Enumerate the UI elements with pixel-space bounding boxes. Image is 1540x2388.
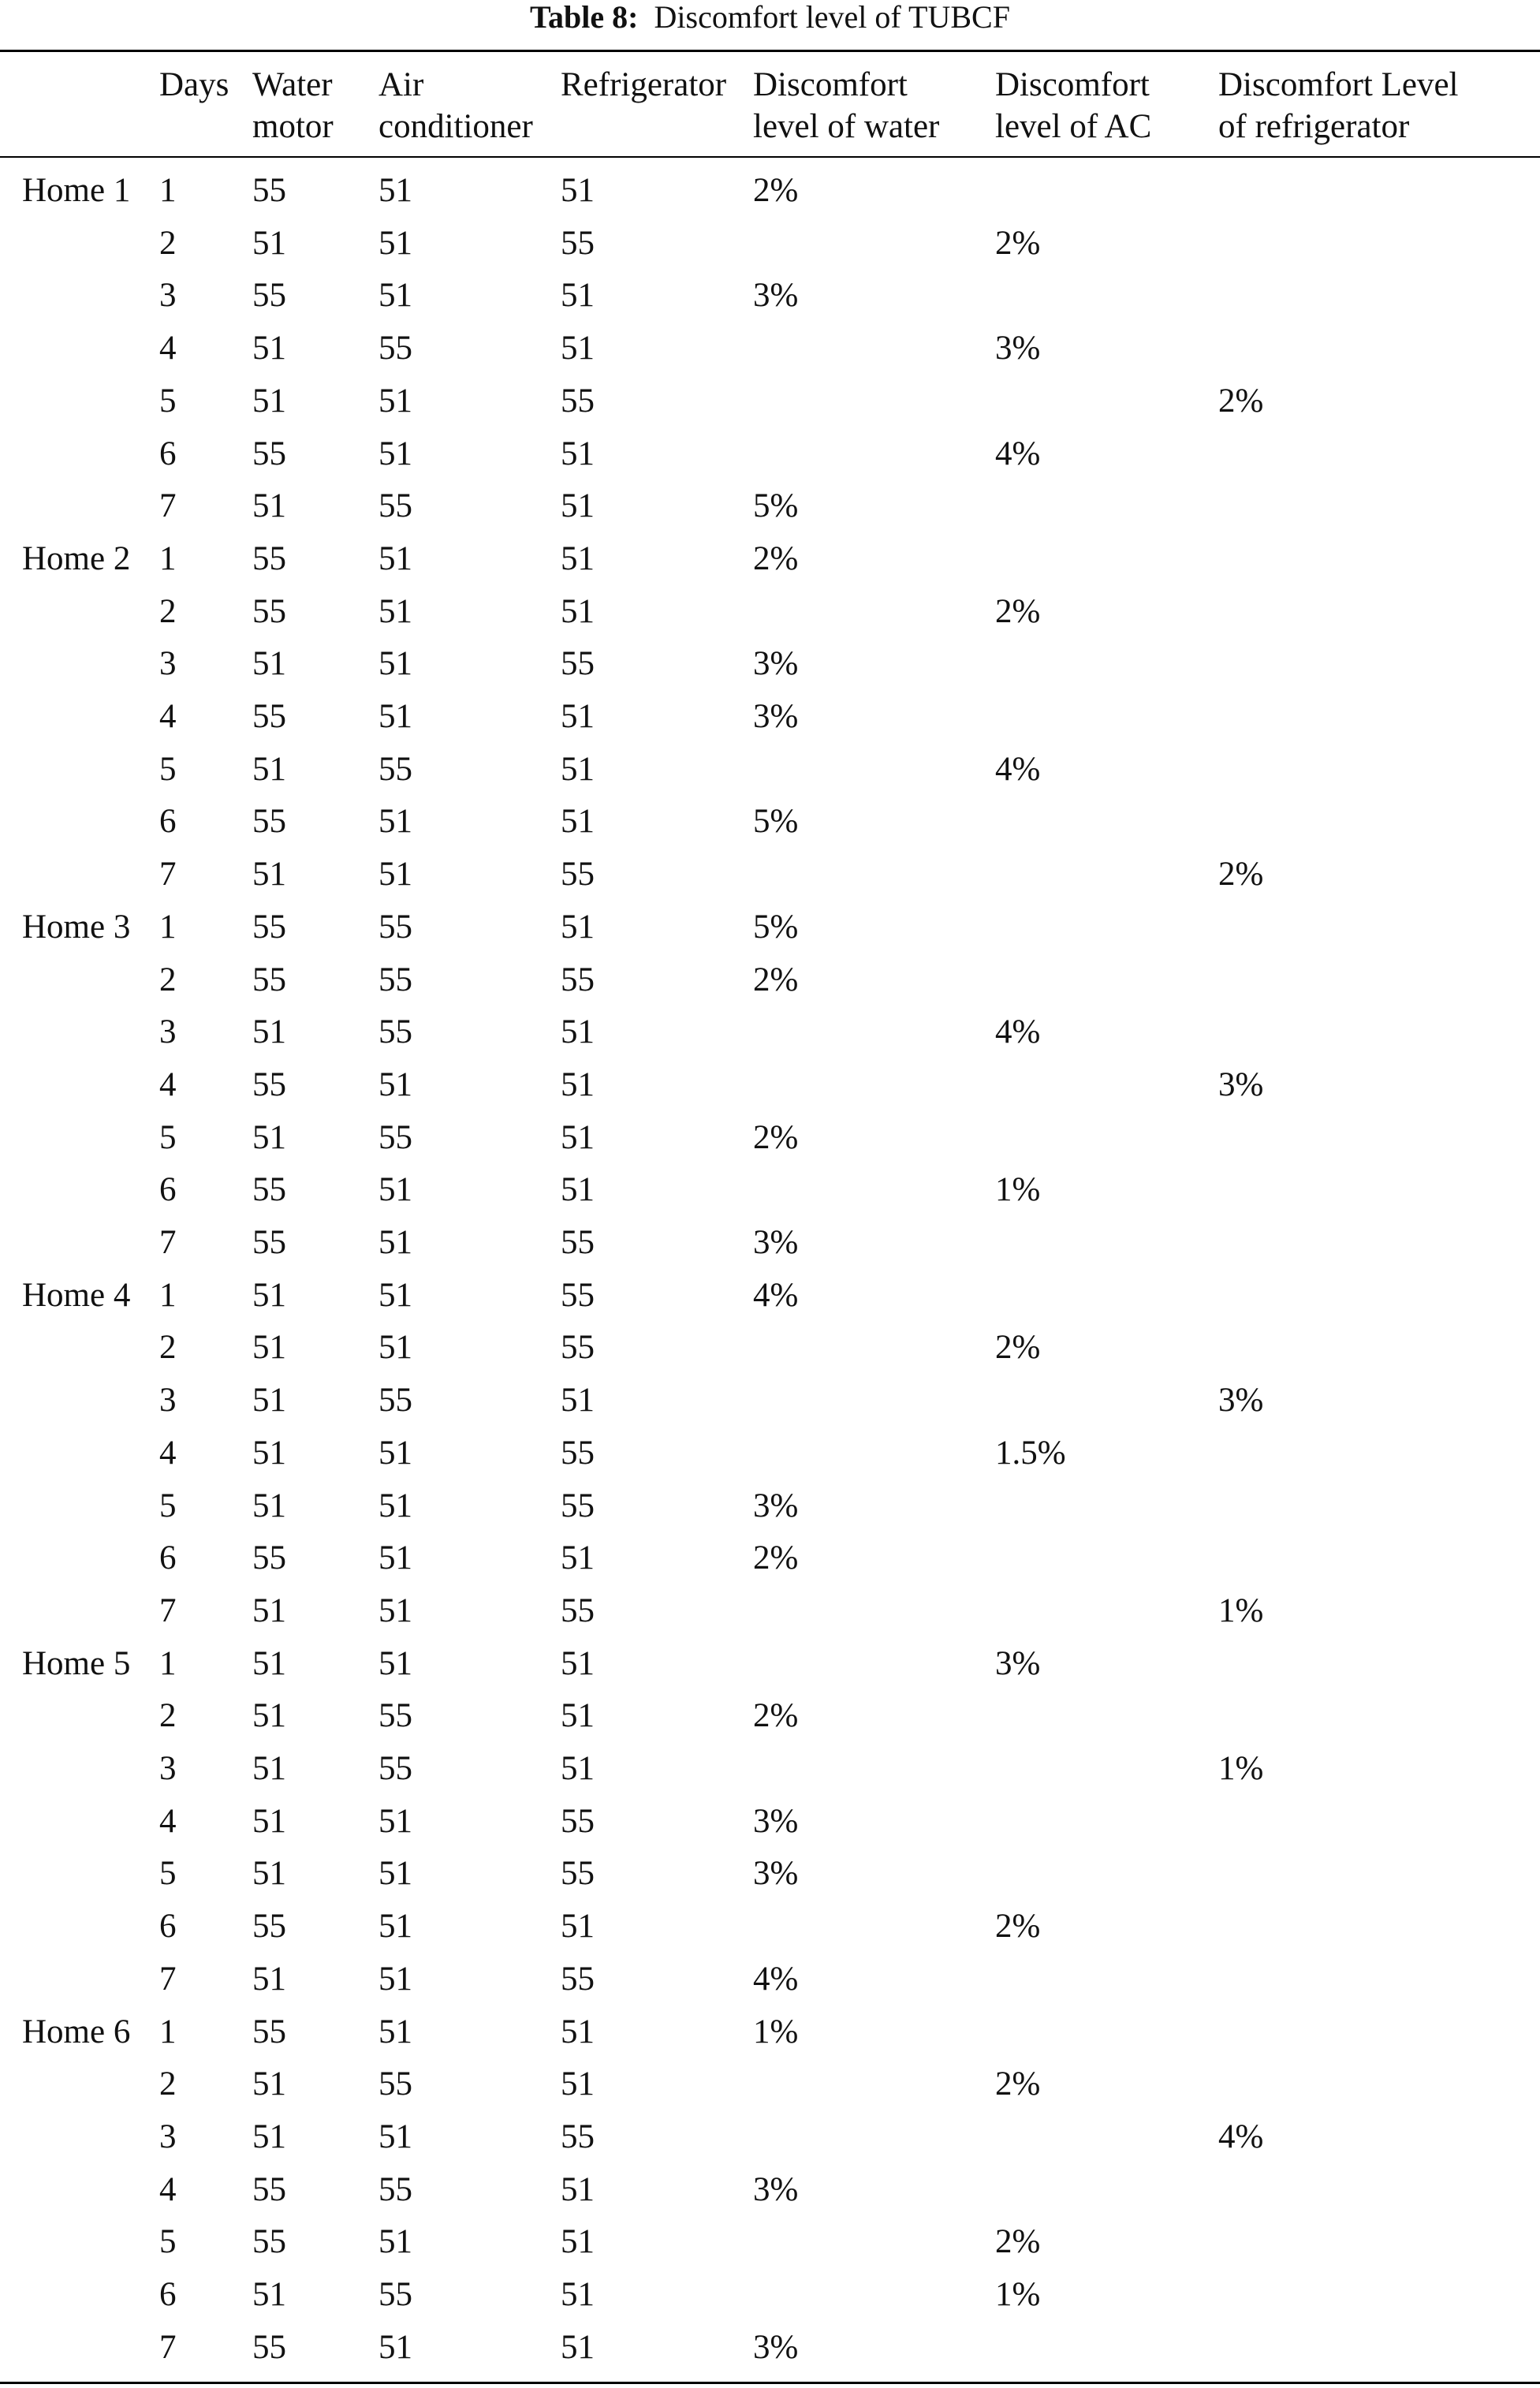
water-motor-cell: 51 bbox=[252, 1645, 286, 1682]
air-conditioner-cell: 51 bbox=[378, 1803, 412, 1840]
air-conditioner-cell: 51 bbox=[378, 1961, 412, 1998]
refrigerator-cell: 55 bbox=[561, 856, 595, 893]
day-cell: 5 bbox=[159, 751, 177, 788]
day-cell: 5 bbox=[159, 1119, 177, 1156]
air-conditioner-cell: 55 bbox=[378, 1013, 412, 1050]
refrigerator-cell: 51 bbox=[561, 540, 595, 577]
refrigerator-cell: 51 bbox=[561, 803, 595, 840]
water-motor-cell: 51 bbox=[252, 1013, 286, 1050]
day-cell: 7 bbox=[159, 856, 177, 893]
discomfort-water-cell: 2% bbox=[753, 961, 799, 998]
air-conditioner-cell: 51 bbox=[378, 856, 412, 893]
day-cell: 3 bbox=[159, 2118, 177, 2155]
air-conditioner-cell: 51 bbox=[378, 1277, 412, 1314]
day-cell: 3 bbox=[159, 1750, 177, 1787]
air-conditioner-cell: 55 bbox=[378, 961, 412, 998]
water-motor-cell: 55 bbox=[252, 277, 286, 314]
air-conditioner-cell: 55 bbox=[378, 2065, 412, 2103]
day-cell: 1 bbox=[159, 1645, 177, 1682]
refrigerator-cell: 55 bbox=[561, 1277, 595, 1314]
day-cell: 2 bbox=[159, 225, 177, 262]
day-cell: 1 bbox=[159, 540, 177, 577]
discomfort-refrigerator-cell: 3% bbox=[1218, 1066, 1264, 1103]
water-motor-cell: 51 bbox=[252, 1592, 286, 1629]
air-conditioner-cell: 51 bbox=[378, 1645, 412, 1682]
day-cell: 1 bbox=[159, 2013, 177, 2050]
air-conditioner-cell: 51 bbox=[378, 1908, 412, 1945]
refrigerator-cell: 51 bbox=[561, 909, 595, 946]
water-motor-cell: 51 bbox=[252, 1697, 286, 1734]
discomfort-water-cell: 3% bbox=[753, 645, 799, 682]
header-days: Days bbox=[159, 66, 229, 103]
air-conditioner-cell: 51 bbox=[378, 1329, 412, 1366]
discomfort-ac-cell: 4% bbox=[995, 435, 1041, 472]
water-motor-cell: 51 bbox=[252, 1277, 286, 1314]
refrigerator-cell: 51 bbox=[561, 593, 595, 630]
day-cell: 3 bbox=[159, 1382, 177, 1419]
air-conditioner-cell: 51 bbox=[378, 1066, 412, 1103]
water-motor-cell: 51 bbox=[252, 1803, 286, 1840]
air-conditioner-cell: 51 bbox=[378, 593, 412, 630]
water-motor-cell: 55 bbox=[252, 2329, 286, 2366]
day-cell: 6 bbox=[159, 1171, 177, 1208]
refrigerator-cell: 55 bbox=[561, 1435, 595, 1472]
discomfort-water-cell: 2% bbox=[753, 1697, 799, 1734]
discomfort-ac-cell: 2% bbox=[995, 2223, 1041, 2260]
day-cell: 2 bbox=[159, 2065, 177, 2103]
refrigerator-cell: 51 bbox=[561, 1539, 595, 1576]
discomfort-water-cell: 1% bbox=[753, 2013, 799, 2050]
refrigerator-cell: 51 bbox=[561, 1645, 595, 1682]
refrigerator-cell: 51 bbox=[561, 1013, 595, 1050]
table-caption-label: Table 8: bbox=[530, 0, 639, 35]
day-cell: 5 bbox=[159, 1855, 177, 1892]
discomfort-ac-cell: 3% bbox=[995, 330, 1041, 367]
day-cell: 4 bbox=[159, 698, 177, 735]
discomfort-ac-cell: 1.5% bbox=[995, 1435, 1066, 1472]
water-motor-cell: 51 bbox=[252, 330, 286, 367]
refrigerator-cell: 51 bbox=[561, 172, 595, 209]
water-motor-cell: 55 bbox=[252, 172, 286, 209]
air-conditioner-cell: 55 bbox=[378, 487, 412, 524]
discomfort-water-cell: 3% bbox=[753, 2329, 799, 2366]
air-conditioner-cell: 51 bbox=[378, 1592, 412, 1629]
day-cell: 4 bbox=[159, 330, 177, 367]
day-cell: 4 bbox=[159, 2171, 177, 2208]
water-motor-cell: 51 bbox=[252, 751, 286, 788]
water-motor-cell: 55 bbox=[252, 540, 286, 577]
discomfort-water-cell: 4% bbox=[753, 1961, 799, 1998]
air-conditioner-cell: 55 bbox=[378, 2276, 412, 2313]
refrigerator-cell: 51 bbox=[561, 1119, 595, 1156]
day-cell: 4 bbox=[159, 1066, 177, 1103]
water-motor-cell: 51 bbox=[252, 2276, 286, 2313]
water-motor-cell: 51 bbox=[252, 2118, 286, 2155]
air-conditioner-cell: 51 bbox=[378, 645, 412, 682]
home-label: Home 1 bbox=[22, 172, 131, 209]
water-motor-cell: 51 bbox=[252, 856, 286, 893]
water-motor-cell: 51 bbox=[252, 1329, 286, 1366]
day-cell: 5 bbox=[159, 382, 177, 420]
air-conditioner-cell: 51 bbox=[378, 225, 412, 262]
home-label: Home 5 bbox=[22, 1645, 131, 1682]
water-motor-cell: 55 bbox=[252, 1908, 286, 1945]
air-conditioner-cell: 55 bbox=[378, 1382, 412, 1419]
day-cell: 2 bbox=[159, 1329, 177, 1366]
air-conditioner-cell: 55 bbox=[378, 1697, 412, 1734]
discomfort-water-cell: 2% bbox=[753, 172, 799, 209]
day-cell: 4 bbox=[159, 1803, 177, 1840]
home-label: Home 2 bbox=[22, 540, 131, 577]
day-cell: 5 bbox=[159, 2223, 177, 2260]
discomfort-water-cell: 3% bbox=[753, 1803, 799, 1840]
refrigerator-cell: 55 bbox=[561, 1224, 595, 1261]
day-cell: 7 bbox=[159, 1592, 177, 1629]
air-conditioner-cell: 51 bbox=[378, 540, 412, 577]
air-conditioner-cell: 51 bbox=[378, 2013, 412, 2050]
water-motor-cell: 55 bbox=[252, 2171, 286, 2208]
discomfort-water-cell: 5% bbox=[753, 803, 799, 840]
water-motor-cell: 55 bbox=[252, 803, 286, 840]
refrigerator-cell: 51 bbox=[561, 2276, 595, 2313]
header-discomfort-ac: Discomfort level of AC bbox=[995, 66, 1152, 145]
discomfort-ac-cell: 2% bbox=[995, 1908, 1041, 1945]
discomfort-refrigerator-cell: 1% bbox=[1218, 1592, 1264, 1629]
day-cell: 6 bbox=[159, 2276, 177, 2313]
water-motor-cell: 55 bbox=[252, 435, 286, 472]
discomfort-refrigerator-cell: 2% bbox=[1218, 382, 1264, 420]
water-motor-cell: 51 bbox=[252, 2065, 286, 2103]
discomfort-ac-cell: 1% bbox=[995, 1171, 1041, 1208]
water-motor-cell: 51 bbox=[252, 1961, 286, 1998]
refrigerator-cell: 51 bbox=[561, 1171, 595, 1208]
air-conditioner-cell: 51 bbox=[378, 382, 412, 420]
water-motor-cell: 55 bbox=[252, 593, 286, 630]
air-conditioner-cell: 51 bbox=[378, 2223, 412, 2260]
day-cell: 7 bbox=[159, 1224, 177, 1261]
air-conditioner-cell: 55 bbox=[378, 909, 412, 946]
refrigerator-cell: 51 bbox=[561, 1382, 595, 1419]
refrigerator-cell: 51 bbox=[561, 2329, 595, 2366]
day-cell: 5 bbox=[159, 1487, 177, 1524]
discomfort-water-cell: 5% bbox=[753, 487, 799, 524]
air-conditioner-cell: 51 bbox=[378, 2329, 412, 2366]
discomfort-water-cell: 3% bbox=[753, 1855, 799, 1892]
discomfort-water-cell: 3% bbox=[753, 1224, 799, 1261]
refrigerator-cell: 51 bbox=[561, 2223, 595, 2260]
discomfort-ac-cell: 3% bbox=[995, 1645, 1041, 1682]
discomfort-ac-cell: 4% bbox=[995, 1013, 1041, 1050]
air-conditioner-cell: 51 bbox=[378, 435, 412, 472]
air-conditioner-cell: 51 bbox=[378, 172, 412, 209]
home-label: Home 3 bbox=[22, 909, 131, 946]
refrigerator-cell: 51 bbox=[561, 435, 595, 472]
water-motor-cell: 55 bbox=[252, 1539, 286, 1576]
water-motor-cell: 51 bbox=[252, 487, 286, 524]
water-motor-cell: 55 bbox=[252, 961, 286, 998]
discomfort-water-cell: 4% bbox=[753, 1277, 799, 1314]
air-conditioner-cell: 51 bbox=[378, 2118, 412, 2155]
refrigerator-cell: 51 bbox=[561, 2065, 595, 2103]
table-caption-text: Discomfort level of TUBCF bbox=[654, 0, 1010, 35]
refrigerator-cell: 55 bbox=[561, 961, 595, 998]
water-motor-cell: 55 bbox=[252, 698, 286, 735]
air-conditioner-cell: 51 bbox=[378, 803, 412, 840]
refrigerator-cell: 55 bbox=[561, 225, 595, 262]
home-label: Home 4 bbox=[22, 1277, 131, 1314]
refrigerator-cell: 55 bbox=[561, 1961, 595, 1998]
discomfort-water-cell: 2% bbox=[753, 1539, 799, 1576]
water-motor-cell: 55 bbox=[252, 2223, 286, 2260]
discomfort-ac-cell: 2% bbox=[995, 225, 1041, 262]
refrigerator-cell: 51 bbox=[561, 277, 595, 314]
day-cell: 7 bbox=[159, 2329, 177, 2366]
water-motor-cell: 51 bbox=[252, 1382, 286, 1419]
air-conditioner-cell: 51 bbox=[378, 698, 412, 735]
refrigerator-cell: 55 bbox=[561, 1592, 595, 1629]
air-conditioner-cell: 51 bbox=[378, 1539, 412, 1576]
table-bottom-rule bbox=[0, 2382, 1540, 2384]
discomfort-water-cell: 3% bbox=[753, 2171, 799, 2208]
air-conditioner-cell: 55 bbox=[378, 1119, 412, 1156]
refrigerator-cell: 51 bbox=[561, 2171, 595, 2208]
header-discomfort-refrigerator: Discomfort Level of refrigerator bbox=[1218, 66, 1459, 145]
header-water-motor: Water motor bbox=[252, 66, 334, 145]
refrigerator-cell: 55 bbox=[561, 1487, 595, 1524]
day-cell: 6 bbox=[159, 1539, 177, 1576]
day-cell: 3 bbox=[159, 1013, 177, 1050]
water-motor-cell: 55 bbox=[252, 2013, 286, 2050]
day-cell: 3 bbox=[159, 645, 177, 682]
water-motor-cell: 55 bbox=[252, 909, 286, 946]
air-conditioner-cell: 51 bbox=[378, 1171, 412, 1208]
water-motor-cell: 51 bbox=[252, 645, 286, 682]
discomfort-ac-cell: 2% bbox=[995, 593, 1041, 630]
water-motor-cell: 55 bbox=[252, 1171, 286, 1208]
water-motor-cell: 51 bbox=[252, 225, 286, 262]
water-motor-cell: 51 bbox=[252, 1487, 286, 1524]
refrigerator-cell: 55 bbox=[561, 1855, 595, 1892]
refrigerator-cell: 51 bbox=[561, 1697, 595, 1734]
refrigerator-cell: 55 bbox=[561, 2118, 595, 2155]
air-conditioner-cell: 51 bbox=[378, 1224, 412, 1261]
day-cell: 7 bbox=[159, 487, 177, 524]
discomfort-refrigerator-cell: 4% bbox=[1218, 2118, 1264, 2155]
day-cell: 2 bbox=[159, 1697, 177, 1734]
refrigerator-cell: 51 bbox=[561, 487, 595, 524]
day-cell: 2 bbox=[159, 593, 177, 630]
refrigerator-cell: 51 bbox=[561, 1908, 595, 1945]
header-discomfort-water: Discomfort level of water bbox=[753, 66, 940, 145]
day-cell: 4 bbox=[159, 1435, 177, 1472]
air-conditioner-cell: 55 bbox=[378, 1750, 412, 1787]
header-refrigerator: Refrigerator bbox=[561, 66, 727, 103]
header-air-conditioner: Air conditioner bbox=[378, 66, 533, 145]
discomfort-water-cell: 3% bbox=[753, 277, 799, 314]
water-motor-cell: 55 bbox=[252, 1224, 286, 1261]
discomfort-refrigerator-cell: 3% bbox=[1218, 1382, 1264, 1419]
refrigerator-cell: 51 bbox=[561, 1066, 595, 1103]
discomfort-water-cell: 3% bbox=[753, 1487, 799, 1524]
day-cell: 1 bbox=[159, 1277, 177, 1314]
discomfort-refrigerator-cell: 2% bbox=[1218, 856, 1264, 893]
discomfort-water-cell: 2% bbox=[753, 1119, 799, 1156]
air-conditioner-cell: 51 bbox=[378, 1487, 412, 1524]
discomfort-water-cell: 5% bbox=[753, 909, 799, 946]
air-conditioner-cell: 55 bbox=[378, 330, 412, 367]
air-conditioner-cell: 51 bbox=[378, 1855, 412, 1892]
day-cell: 7 bbox=[159, 1961, 177, 1998]
refrigerator-cell: 55 bbox=[561, 1329, 595, 1366]
discomfort-ac-cell: 1% bbox=[995, 2276, 1041, 2313]
discomfort-ac-cell: 2% bbox=[995, 1329, 1041, 1366]
water-motor-cell: 51 bbox=[252, 1119, 286, 1156]
day-cell: 2 bbox=[159, 961, 177, 998]
discomfort-water-cell: 3% bbox=[753, 698, 799, 735]
day-cell: 3 bbox=[159, 277, 177, 314]
air-conditioner-cell: 55 bbox=[378, 751, 412, 788]
refrigerator-cell: 51 bbox=[561, 2013, 595, 2050]
day-cell: 1 bbox=[159, 172, 177, 209]
day-cell: 6 bbox=[159, 435, 177, 472]
air-conditioner-cell: 55 bbox=[378, 2171, 412, 2208]
day-cell: 1 bbox=[159, 909, 177, 946]
discomfort-refrigerator-cell: 1% bbox=[1218, 1750, 1264, 1787]
refrigerator-cell: 51 bbox=[561, 751, 595, 788]
refrigerator-cell: 51 bbox=[561, 1750, 595, 1787]
discomfort-ac-cell: 4% bbox=[995, 751, 1041, 788]
air-conditioner-cell: 51 bbox=[378, 277, 412, 314]
water-motor-cell: 55 bbox=[252, 1066, 286, 1103]
refrigerator-cell: 55 bbox=[561, 382, 595, 420]
refrigerator-cell: 55 bbox=[561, 645, 595, 682]
water-motor-cell: 51 bbox=[252, 1750, 286, 1787]
day-cell: 6 bbox=[159, 803, 177, 840]
water-motor-cell: 51 bbox=[252, 382, 286, 420]
water-motor-cell: 51 bbox=[252, 1855, 286, 1892]
refrigerator-cell: 51 bbox=[561, 330, 595, 367]
day-cell: 6 bbox=[159, 1908, 177, 1945]
refrigerator-cell: 55 bbox=[561, 1803, 595, 1840]
air-conditioner-cell: 51 bbox=[378, 1435, 412, 1472]
water-motor-cell: 51 bbox=[252, 1435, 286, 1472]
home-label: Home 6 bbox=[22, 2013, 131, 2050]
discomfort-ac-cell: 2% bbox=[995, 2065, 1041, 2103]
refrigerator-cell: 51 bbox=[561, 698, 595, 735]
discomfort-water-cell: 2% bbox=[753, 540, 799, 577]
